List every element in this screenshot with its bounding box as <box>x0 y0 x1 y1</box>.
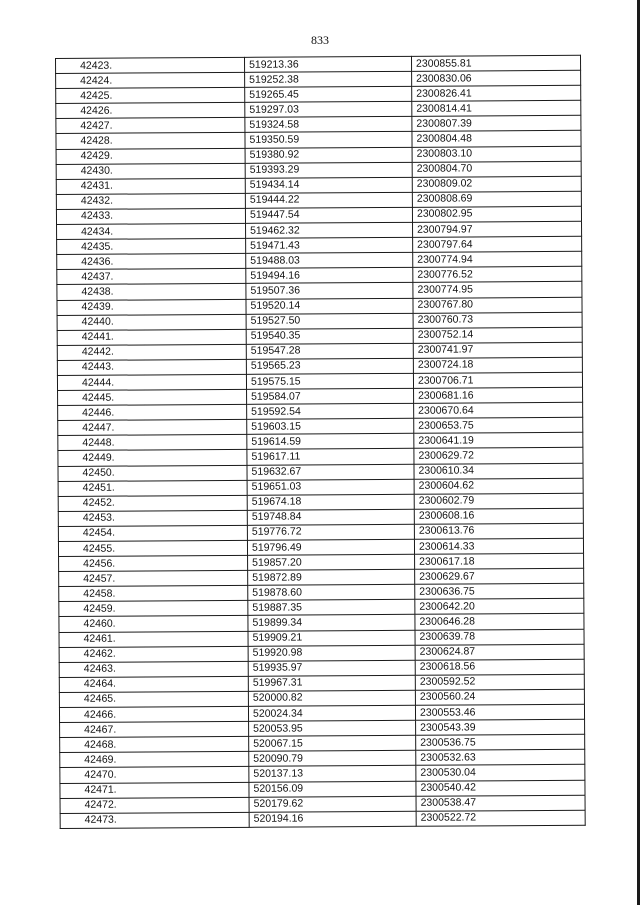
y-coordinate-cell: 2300560.24 <box>415 689 584 705</box>
y-coordinate-cell: 2300804.70 <box>412 161 581 177</box>
x-coordinate-cell: 519393.29 <box>245 162 412 178</box>
point-number-cell: 42464. <box>59 676 248 692</box>
y-coordinate-cell: 2300636.75 <box>415 584 584 600</box>
point-number-cell: 42460. <box>59 616 248 632</box>
point-number-cell: 42434. <box>57 223 246 239</box>
x-coordinate-cell: 519878.60 <box>248 585 415 601</box>
y-coordinate-cell: 2300776.52 <box>413 267 582 283</box>
y-coordinate-cell: 2300855.81 <box>411 55 580 71</box>
y-coordinate-cell: 2300602.79 <box>414 493 583 509</box>
point-number-cell: 42466. <box>59 706 248 722</box>
y-coordinate-cell: 2300530.04 <box>416 765 585 781</box>
x-coordinate-cell: 520090.79 <box>249 751 416 767</box>
y-coordinate-cell: 2300653.75 <box>414 418 583 434</box>
x-coordinate-cell: 519380.92 <box>245 147 412 163</box>
x-coordinate-cell: 520067.15 <box>249 736 416 752</box>
x-coordinate-cell: 520156.09 <box>249 781 416 797</box>
x-coordinate-cell: 519494.16 <box>246 268 413 284</box>
x-coordinate-cell: 520137.13 <box>249 766 416 782</box>
point-number-cell: 42433. <box>56 208 245 224</box>
point-number-cell: 42441. <box>57 329 246 345</box>
x-coordinate-cell: 519488.03 <box>246 253 413 269</box>
table-row <box>60 810 585 828</box>
point-number-cell: 42440. <box>57 314 246 330</box>
point-number-cell: 42455. <box>58 540 247 556</box>
x-coordinate-cell: 520194.16 <box>249 811 416 827</box>
y-coordinate-cell: 2300629.72 <box>414 448 583 464</box>
x-coordinate-cell: 519776.72 <box>247 524 414 540</box>
y-coordinate-cell: 2300618.56 <box>415 659 584 675</box>
y-coordinate-cell: 2300536.75 <box>416 734 585 750</box>
point-number-cell: 42446. <box>58 404 247 420</box>
point-number-cell: 42430. <box>56 163 245 179</box>
x-coordinate-cell: 519520.14 <box>246 298 413 314</box>
point-number-cell: 42470. <box>60 767 249 783</box>
y-coordinate-cell: 2300617.18 <box>415 553 584 569</box>
y-coordinate-cell: 2300639.78 <box>415 629 584 645</box>
point-number-cell: 42458. <box>59 586 248 602</box>
point-number-cell: 42450. <box>58 465 247 481</box>
y-coordinate-cell: 2300752.14 <box>413 327 582 343</box>
y-coordinate-cell: 2300826.41 <box>412 85 581 101</box>
x-coordinate-cell: 519565.23 <box>246 358 413 374</box>
x-coordinate-cell: 520179.62 <box>249 796 416 812</box>
y-coordinate-cell: 2300608.16 <box>414 508 583 524</box>
y-coordinate-cell: 2300646.28 <box>415 614 584 630</box>
point-number-cell: 42467. <box>60 721 249 737</box>
x-coordinate-cell: 519617.11 <box>247 449 414 465</box>
coordinates-table-body <box>56 55 586 828</box>
point-number-cell: 42448. <box>58 435 247 451</box>
y-coordinate-cell: 2300830.06 <box>412 70 581 86</box>
y-coordinate-cell: 2300794.97 <box>413 221 582 237</box>
x-coordinate-cell: 519632.67 <box>247 464 414 480</box>
x-coordinate-cell: 519603.15 <box>247 419 414 435</box>
x-coordinate-cell: 519614.59 <box>247 434 414 450</box>
point-number-cell: 42456. <box>59 555 248 571</box>
y-coordinate-cell: 2300804.48 <box>412 131 581 147</box>
x-coordinate-cell: 519935.97 <box>248 660 415 676</box>
y-coordinate-cell: 2300613.76 <box>414 523 583 539</box>
x-coordinate-cell: 519462.32 <box>246 222 413 238</box>
x-coordinate-cell: 519350.59 <box>245 132 412 148</box>
point-number-cell: 42426. <box>56 103 245 119</box>
x-coordinate-cell: 519547.28 <box>246 343 413 359</box>
y-coordinate-cell: 2300641.19 <box>414 433 583 449</box>
point-number-cell: 42442. <box>57 344 246 360</box>
point-number-cell: 42471. <box>60 782 249 798</box>
point-number-cell: 42468. <box>60 737 249 753</box>
point-number-cell: 42472. <box>60 797 249 813</box>
point-number-cell: 42438. <box>57 284 246 300</box>
point-number-cell: 42427. <box>56 118 245 134</box>
x-coordinate-cell: 519507.36 <box>246 283 413 299</box>
x-coordinate-cell: 519213.36 <box>244 56 411 72</box>
x-coordinate-cell: 519796.49 <box>247 539 414 555</box>
x-coordinate-cell: 519857.20 <box>248 554 415 570</box>
y-coordinate-cell: 2300670.64 <box>414 402 583 418</box>
x-coordinate-cell: 519887.35 <box>248 600 415 616</box>
y-coordinate-cell: 2300681.16 <box>414 387 583 403</box>
point-number-cell: 42461. <box>59 631 248 647</box>
x-coordinate-cell: 519575.15 <box>246 373 413 389</box>
point-number-cell: 42453. <box>58 510 247 526</box>
point-number-cell: 42437. <box>57 269 246 285</box>
x-coordinate-cell: 519899.34 <box>248 615 415 631</box>
y-coordinate-cell: 2300808.69 <box>412 191 581 207</box>
point-number-cell: 42444. <box>57 374 246 390</box>
point-number-cell: 42429. <box>56 148 245 164</box>
y-coordinate-cell: 2300767.80 <box>413 297 582 313</box>
point-number-cell: 42447. <box>58 420 247 436</box>
x-coordinate-cell: 519674.18 <box>247 494 414 510</box>
x-coordinate-cell: 519584.07 <box>247 388 414 404</box>
point-number-cell: 42432. <box>56 193 245 209</box>
y-coordinate-cell: 2300724.18 <box>413 357 582 373</box>
y-coordinate-cell: 2300803.10 <box>412 146 581 162</box>
point-number-cell: 42454. <box>58 525 247 541</box>
point-number-cell: 42443. <box>57 359 246 375</box>
point-number-cell: 42428. <box>56 133 245 149</box>
y-coordinate-cell: 2300553.46 <box>415 704 584 720</box>
x-coordinate-cell: 519909.21 <box>248 630 415 646</box>
point-number-cell: 42423. <box>56 57 245 73</box>
y-coordinate-cell: 2300814.41 <box>412 101 581 117</box>
y-coordinate-cell: 2300629.67 <box>415 568 584 584</box>
coordinates-table <box>55 55 586 829</box>
point-number-cell: 42469. <box>60 752 249 768</box>
x-coordinate-cell: 519444.22 <box>245 192 412 208</box>
y-coordinate-cell: 2300540.42 <box>416 780 585 796</box>
point-number-cell: 42452. <box>58 495 247 511</box>
y-coordinate-cell: 2300532.63 <box>416 750 585 766</box>
x-coordinate-cell: 520024.34 <box>248 705 415 721</box>
point-number-cell: 42451. <box>58 480 247 496</box>
y-coordinate-cell: 2300642.20 <box>415 599 584 615</box>
x-coordinate-cell: 519297.03 <box>245 102 412 118</box>
point-number-cell: 42463. <box>59 661 248 677</box>
y-coordinate-cell: 2300592.52 <box>415 674 584 690</box>
y-coordinate-cell: 2300797.64 <box>413 236 582 252</box>
x-coordinate-cell: 519872.89 <box>248 570 415 586</box>
x-coordinate-cell: 519324.58 <box>245 117 412 133</box>
y-coordinate-cell: 2300624.87 <box>415 644 584 660</box>
y-coordinate-cell: 2300522.72 <box>416 810 585 826</box>
y-coordinate-cell: 2300807.39 <box>412 116 581 132</box>
x-coordinate-cell: 519434.14 <box>245 177 412 193</box>
x-coordinate-cell: 520000.82 <box>248 690 415 706</box>
point-number-cell: 42431. <box>56 178 245 194</box>
x-coordinate-cell: 519252.38 <box>245 71 412 87</box>
x-coordinate-cell: 519471.43 <box>246 237 413 253</box>
y-coordinate-cell: 2300604.62 <box>414 478 583 494</box>
point-number-cell: 42436. <box>57 254 246 270</box>
point-number-cell: 42435. <box>57 238 246 254</box>
y-coordinate-cell: 2300741.97 <box>413 342 582 358</box>
y-coordinate-cell: 2300610.34 <box>414 463 583 479</box>
y-coordinate-cell: 2300543.39 <box>416 719 585 735</box>
point-number-cell: 42459. <box>59 601 248 617</box>
y-coordinate-cell: 2300809.02 <box>412 176 581 192</box>
y-coordinate-cell: 2300760.73 <box>413 312 582 328</box>
x-coordinate-cell: 519540.35 <box>246 328 413 344</box>
point-number-cell: 42473. <box>60 812 249 828</box>
x-coordinate-cell: 519592.54 <box>247 403 414 419</box>
y-coordinate-cell: 2300614.33 <box>414 538 583 554</box>
x-coordinate-cell: 520053.95 <box>249 720 416 736</box>
x-coordinate-cell: 519651.03 <box>247 479 414 495</box>
point-number-cell: 42449. <box>58 450 247 466</box>
x-coordinate-cell: 519967.31 <box>248 675 415 691</box>
page-number: 833 <box>311 33 329 47</box>
y-coordinate-cell: 2300706.71 <box>413 372 582 388</box>
point-number-cell: 42462. <box>59 646 248 662</box>
point-number-cell: 42445. <box>58 389 247 405</box>
point-number-cell: 42439. <box>57 299 246 315</box>
y-coordinate-cell: 2300774.94 <box>413 252 582 268</box>
x-coordinate-cell: 519447.54 <box>245 207 412 223</box>
x-coordinate-cell: 519265.45 <box>245 87 412 103</box>
point-number-cell: 42425. <box>56 88 245 104</box>
x-coordinate-cell: 519527.50 <box>246 313 413 329</box>
y-coordinate-cell: 2300802.95 <box>412 206 581 222</box>
y-coordinate-cell: 2300774.95 <box>413 282 582 298</box>
x-coordinate-cell: 519748.84 <box>247 509 414 525</box>
point-number-cell: 42424. <box>56 72 245 88</box>
point-number-cell: 42457. <box>59 571 248 587</box>
y-coordinate-cell: 2300538.47 <box>416 795 585 811</box>
x-coordinate-cell: 519920.98 <box>248 645 415 661</box>
point-number-cell: 42465. <box>59 691 248 707</box>
